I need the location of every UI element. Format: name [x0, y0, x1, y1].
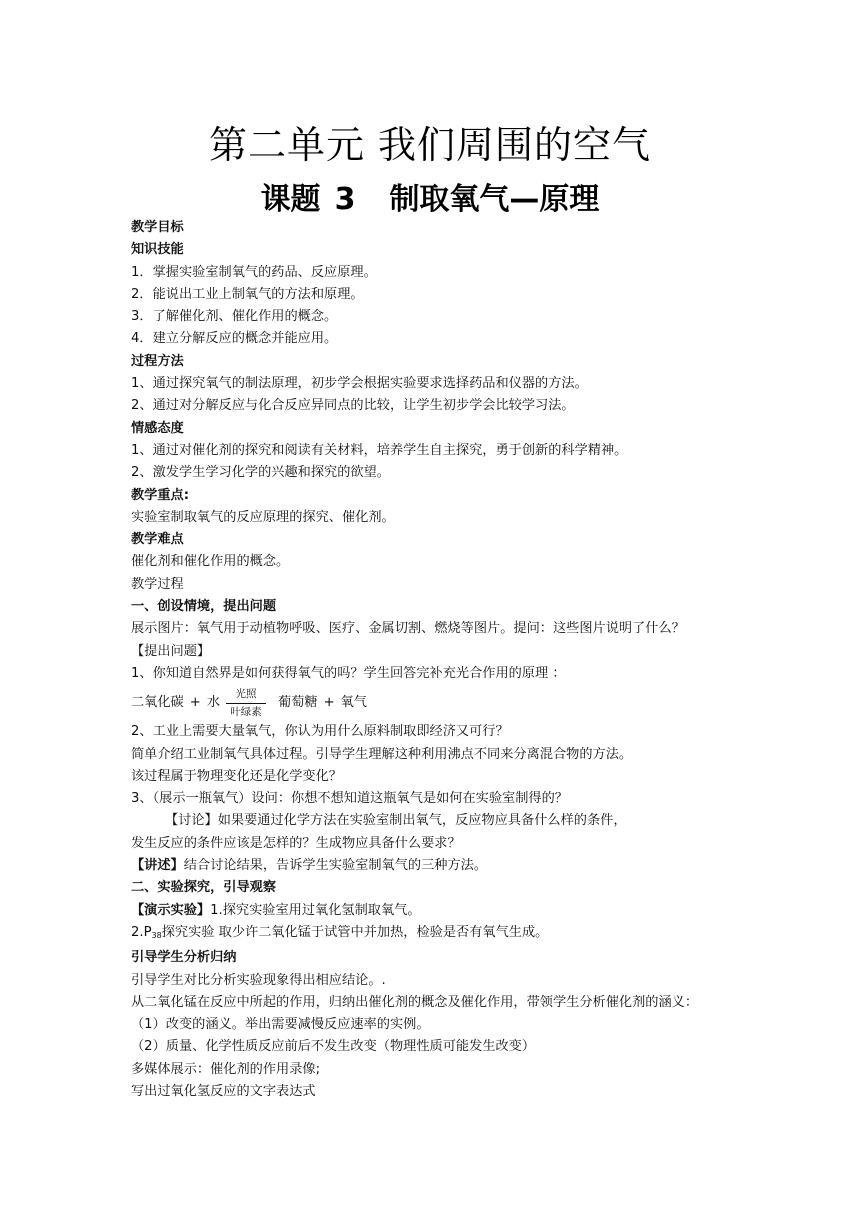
document-body	[131, 217, 741, 1103]
demo-text: 1.探究实验室用过氧化氢制取氧气。	[210, 902, 421, 918]
process-item: 1、通过探究氧气的制法原理，初步学会根据实验要求选择药品和仪器的方法。	[131, 376, 588, 392]
question-2-a: 简单介绍工业制氧气具体过程。引导学生理解这种利用沸点不同来分离混合物的方法。	[131, 746, 633, 762]
key-points-text: 实验室制取氧气的反应原理的探究、催化剂。	[131, 509, 395, 525]
knowledge-heading: 知识技能	[131, 242, 184, 258]
experiment-2	[131, 922, 741, 947]
difficulties-heading: 教学难点	[131, 532, 184, 548]
lesson-number: 3	[334, 182, 356, 217]
process-item: 2、通过对分解反应与化合反应异同点的比较，让学生初步学会比较学习法。	[131, 398, 575, 414]
eq-reactant-2: 水	[206, 695, 220, 711]
question-3: 3、（展示一瓶氧气）设问：你想不想知道这瓶氧气是如何在实验室制得的？	[131, 791, 568, 807]
media-display: 多媒体展示：催化剂的作用录像;	[131, 1061, 321, 1077]
point-2: （2）质量、化学性质反应前后不发生改变（物理性质可能发生改变）	[131, 1039, 536, 1055]
demo-label: 【演示实验】	[131, 902, 211, 918]
process-main-heading: 教学过程	[131, 576, 184, 592]
discussion-line-1: 【讨论】如果要通过化学方法在实验室制出氧气，反应物应具备什么样的条件，	[165, 813, 627, 829]
lecture-text: 结合讨论结果，告诉学生实验室制氧气的三种方法。	[183, 858, 488, 874]
knowledge-item: 3．了解催化剂、催化作用的概念。	[131, 309, 338, 325]
knowledge-item: 4．建立分解反应的概念并能应用。	[131, 331, 338, 347]
unit-title: 第二单元 我们周围的空气	[208, 123, 652, 167]
lecture	[131, 855, 741, 877]
ask-label: 【提出问题】	[131, 643, 211, 659]
lecture-label: 【讲述】	[131, 858, 184, 874]
photosynthesis-equation	[131, 685, 741, 721]
experiment-2-prefix: 2.P	[131, 924, 152, 940]
eq-product-1: 葡萄糖	[278, 695, 318, 711]
eq-plus-2: +	[323, 695, 335, 711]
experiment-2-page: 38	[151, 930, 162, 940]
question-1: 1、你知道自然界是如何获得氧气的吗？学生回答完补充光合作用的原理 ：	[131, 665, 566, 681]
difficulties-text: 催化剂和催化作用的概念。	[131, 554, 290, 570]
eq-plus-1: +	[189, 695, 201, 711]
eq-arrow-line	[226, 703, 266, 704]
lesson-prefix: 课题	[260, 182, 321, 217]
knowledge-item: 1．掌握实验室制氧气的药品、反应原理。	[131, 264, 377, 280]
process-heading: 过程方法	[131, 353, 184, 369]
guide-heading: 引导学生分析归纳	[131, 950, 237, 966]
emotion-heading: 情感态度	[131, 420, 184, 436]
point-1: （1）改变的涵义。举出需要减慢反应速率的实例。	[131, 1017, 430, 1033]
knowledge-item: 2．能说出工业上制氧气的方法和原理。	[131, 286, 364, 302]
guide-1: 引导学生对比分析实验现象得出相应结论。.	[131, 972, 386, 988]
emotion-item: 1、通过对催化剂的探究和阅读有关材料，培养学生自主探究，勇于创新的科学精神。	[131, 442, 628, 458]
lesson-title	[0, 174, 860, 218]
eq-condition-top: 光照	[235, 687, 257, 700]
section2-heading: 二、实验探究，引导观察	[131, 880, 277, 896]
write-equation: 写出过氧化氢反应的文字表达式	[131, 1083, 316, 1099]
emotion-item: 2、激发学生学习化学的兴趣和探究的欲望。	[131, 465, 390, 481]
discussion-line-2: 发生反应的条件应该是怎样的？生成物应具备什么要求？	[131, 835, 461, 851]
eq-condition-bottom: 叶绿素	[230, 705, 262, 718]
experiment-2-text: 探究实验 取少许二氧化锰于试管中并加热，检验是否有氧气生成。	[161, 924, 549, 940]
guide-2: 从二氧化锰在反应中所起的作用，归纳出催化剂的概念及催化作用，带领学生分析催化剂的涵义：	[131, 994, 699, 1010]
question-2: 2、工业上需要大量氧气，你认为用什么原料制取即经济又可行？	[131, 724, 509, 740]
objectives-heading: 教学目标	[131, 220, 184, 235]
eq-reactant-1: 二氧化碳	[131, 695, 184, 711]
demo	[131, 900, 741, 922]
key-points-heading: 教学重点:	[131, 487, 190, 503]
eq-product-2: 氧气	[340, 695, 367, 711]
question-2-b: 该过程属于物理变化还是化学变化？	[131, 768, 342, 784]
lesson-name: 制取氧气—原理	[389, 182, 600, 217]
section1-intro: 展示图片：氧气用于动植物呼吸、医疗、金属切割、燃烧等图片。提问：这些图片说明了什么？	[131, 621, 685, 637]
section1-heading: 一、创设情境，提出问题	[131, 599, 277, 615]
eq-condition	[226, 688, 266, 719]
